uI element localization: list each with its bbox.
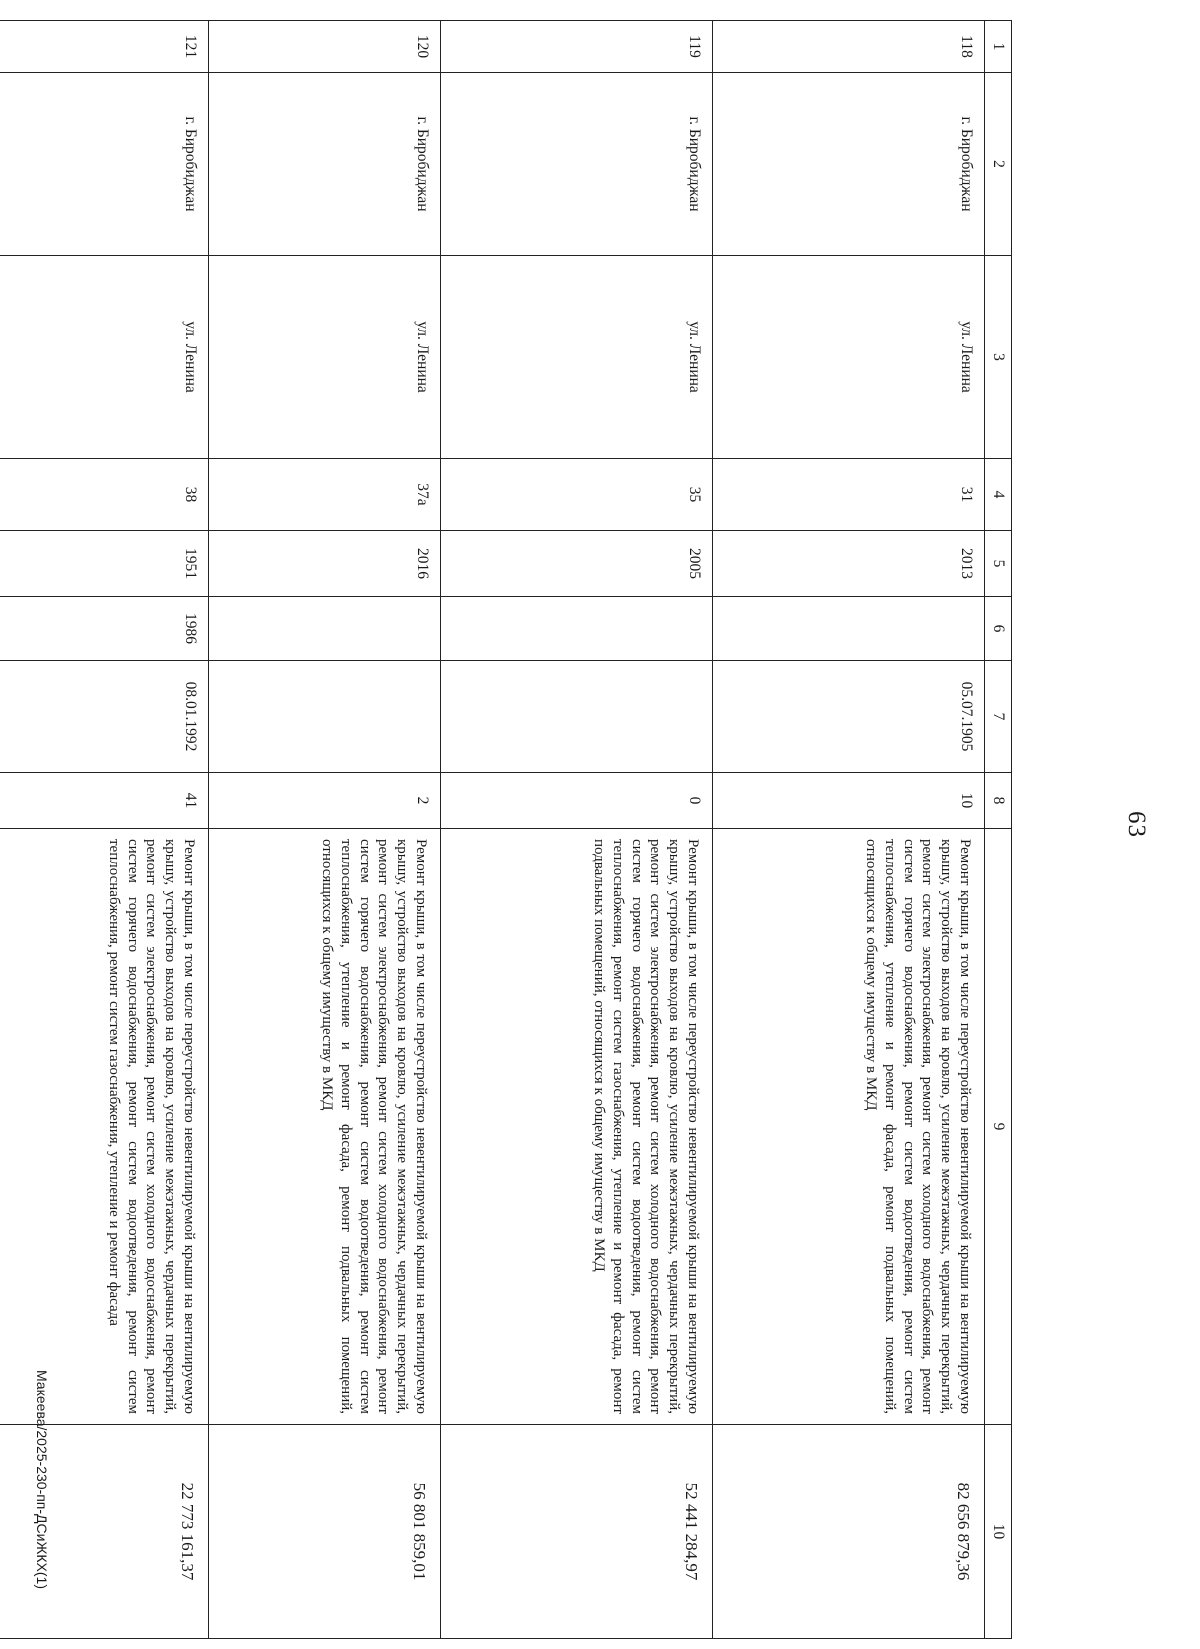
column-number: 5 [985,531,1012,597]
repair-works-cell: Ремонт крыши, в том числе переустройство невентилируемой крыши на вентилируемую крышу, устройство выходов на кровлю, усиление межэтажных, чердачных перекрытий, ремонт систем электроснабжения, ремонт систем холодного водоснабжения, ремонт систем горячего водоснабжения, ремонт систем водоотведения, ремонт систем теплоснабжения, утепление и ремонт фасада, ремонт подвальных помещений, относящихся к общему имуществу в МКД [209,829,441,1425]
year-built-cell: 2016 [209,531,441,597]
city-cell: г. Биробиджан [209,73,441,256]
column-6-cell [441,597,713,661]
column-8-cell: 10 [713,773,985,829]
column-6-cell: 1986 [0,597,209,661]
column-8-cell: 2 [209,773,441,829]
repair-works-cell: Ремонт крыши, в том числе переустройство невентилируемой крыши на вентилируемую крышу, устройство выходов на кровлю, усиление межэтажных, чердачных перекрытий, ремонт систем электроснабжения, ремонт систем холодного водоснабжения, ремонт систем горячего водоснабжения, ремонт систем водоотведения, ремонт систем теплоснабжения, ремонт систем газоснабжения, утепление и ремонт фасада, ремонт подвальных помещений, относящихся к общему имуществу в МКД [441,829,713,1425]
column-number: 9 [985,829,1012,1425]
table-row [441,21,713,1639]
street-cell: ул. Ленина [441,256,713,459]
column-number: 6 [985,597,1012,661]
column-number: 10 [985,1425,1012,1639]
column-number: 1 [985,21,1012,73]
document-footer: Макеева/2025-230-пп-ДСиЖКХ(1) [34,1369,50,1589]
column-8-cell: 41 [0,773,209,829]
repair-works-cell: Ремонт крыши, в том числе переустройство невентилируемой крыши на вентилируемую крышу, устройство выходов на кровлю, усиление межэтажных, чердачных перекрытий, ремонт систем электроснабжения, ремонт систем холодного водоснабжения, ремонт систем горячего водоснабжения, ремонт систем водоотведения, ремонт систем теплоснабжения, ремонт систем газоснабжения, утепление и ремонт фасада [0,829,209,1425]
street-cell: ул. Ленина [209,256,441,459]
city-cell: г. Биробиджан [441,73,713,256]
repair-works-cell: Ремонт крыши, в том числе переустройство невентилируемой крыши на вентилируемую крышу, устройство выходов на кровлю, усиление межэтажных, чердачных перекрытий, ремонт систем электроснабжения, ремонт систем холодного водоснабжения, ремонт систем горячего водоснабжения, ремонт систем водоотведения, ремонт систем теплоснабжения, утепление и ремонт фасада, ремонт подвальных помещений, относящихся к общему имуществу в МКД [713,829,985,1425]
street-cell: ул. Ленина [713,256,985,459]
column-number: 7 [985,661,1012,773]
cost-cell: 22 773 161,37 [0,1425,209,1639]
column-number-row [985,21,1012,1639]
year-built-cell: 2005 [441,531,713,597]
row-number: 119 [441,21,713,73]
cost-cell: 52 441 284,97 [441,1425,713,1639]
table-row [209,21,441,1639]
column-7-cell [209,661,441,773]
column-6-cell [713,597,985,661]
column-6-cell [209,597,441,661]
cost-cell: 56 801 859,01 [209,1425,441,1639]
house-number-cell: 35 [441,459,713,531]
city-cell: г. Биробиджан [0,73,209,256]
house-number-cell: 31 [713,459,985,531]
column-7-cell: 08.01.1992 [0,661,209,773]
row-number: 121 [0,21,209,73]
column-8-cell: 0 [441,773,713,829]
cost-cell: 82 656 879,36 [713,1425,985,1639]
column-number: 2 [985,73,1012,256]
column-number: 3 [985,256,1012,459]
column-number: 8 [985,773,1012,829]
house-number-cell: 38 [0,459,209,531]
street-cell: ул. Ленина [0,256,209,459]
column-number: 4 [985,459,1012,531]
row-number: 118 [713,21,985,73]
page-number: 63 [1123,811,1150,838]
house-number-cell: 37а [209,459,441,531]
year-built-cell: 1951 [0,531,209,597]
city-cell: г. Биробиджан [713,73,985,256]
row-number: 120 [209,21,441,73]
year-built-cell: 2013 [713,531,985,597]
table-row [0,21,209,1639]
table-row [713,21,985,1639]
column-7-cell: 05.07.1905 [713,661,985,773]
housing-repair-table [0,20,1012,1639]
column-7-cell [441,661,713,773]
